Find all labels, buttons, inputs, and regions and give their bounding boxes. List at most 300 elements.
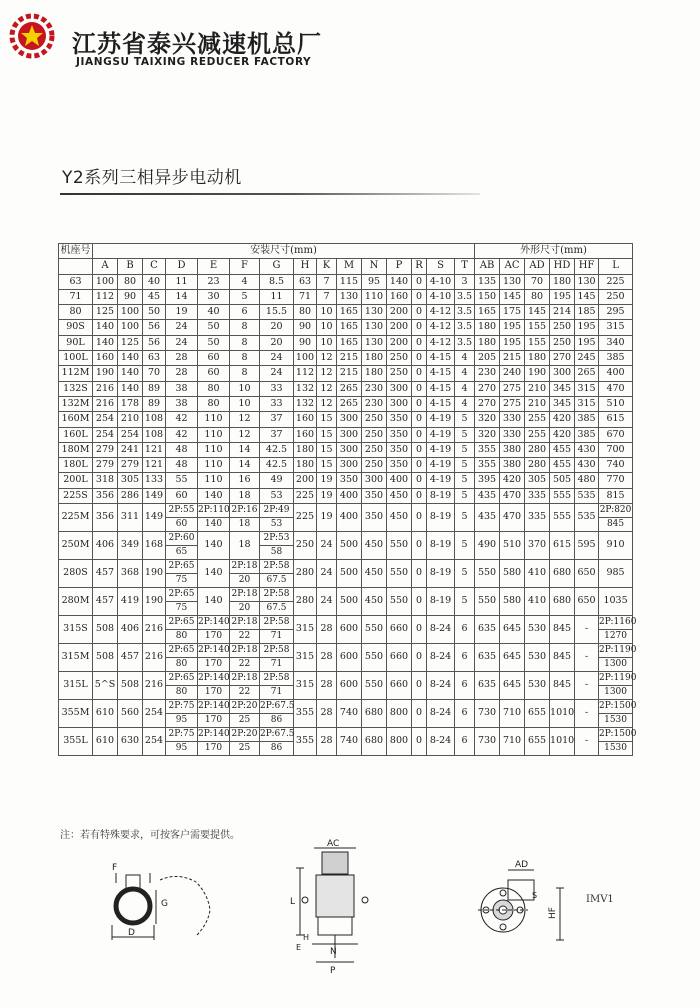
table-cell: 140 — [198, 588, 230, 616]
table-cell: 42 — [166, 412, 198, 427]
dimension-drawings — [0, 840, 700, 1007]
table-cell: 279 — [118, 458, 143, 473]
table-cell: 12 — [230, 412, 260, 427]
table-cell: 180 — [475, 335, 500, 350]
table-cell: 130 — [500, 274, 525, 289]
table-cell: 121 — [143, 458, 166, 473]
table-cell: 195 — [575, 320, 599, 335]
company-logo-icon — [10, 14, 54, 58]
table-cell: 6 — [230, 305, 260, 320]
table-cell: 28 — [166, 366, 198, 381]
table-cell: 710 — [500, 728, 525, 756]
table-cell: 2P:67.5 — [260, 728, 294, 742]
table-cell: 800 — [387, 728, 412, 756]
table-cell: 133 — [143, 473, 166, 488]
table-cell: 12 — [230, 427, 260, 442]
table-cell: 140 — [198, 488, 230, 503]
table-cell: 132 — [294, 381, 317, 396]
table-cell: 340 — [599, 335, 633, 350]
table-cell: 2P:1500 — [599, 700, 633, 714]
table-cell: 345 — [550, 381, 575, 396]
table-cell: 700 — [599, 442, 633, 457]
table-cell: 457 — [93, 588, 118, 616]
table-cell: 80 — [118, 274, 143, 289]
table-cell: 4-19 — [427, 427, 455, 442]
table-cell: 315 — [575, 381, 599, 396]
table-row — [59, 351, 633, 366]
table-cell: 145 — [575, 289, 599, 304]
table-cell: 28 — [317, 700, 337, 728]
table-cell: 2P:140 — [198, 616, 230, 630]
column-header-row — [59, 259, 633, 274]
table-cell: 30 — [198, 289, 230, 304]
table-cell: 355 — [294, 700, 317, 728]
outline-dimensions-header: 外形尺寸(mm) — [475, 244, 633, 259]
table-cell: 550 — [362, 672, 387, 700]
table-cell: 8 — [230, 366, 260, 381]
table-cell: 600 — [337, 644, 362, 672]
table-cell: 10 — [230, 396, 260, 411]
column-header: T — [455, 259, 475, 274]
table-cell: 180 — [294, 458, 317, 473]
table-cell: 180 — [475, 320, 500, 335]
table-cell: 180 — [525, 351, 550, 366]
table-cell: 370 — [525, 532, 550, 560]
label-g: G — [161, 899, 168, 909]
table-row — [59, 320, 633, 335]
table-cell: 320 — [475, 412, 500, 427]
table-cell: 160 — [93, 351, 118, 366]
table-cell: 80 — [166, 658, 198, 672]
table-cell: - — [575, 700, 599, 728]
table-cell: 195 — [575, 335, 599, 350]
table-cell: 10 — [317, 335, 337, 350]
table-row — [59, 412, 633, 427]
table-cell: 8-19 — [427, 560, 455, 588]
table-cell: 4-10 — [427, 289, 455, 304]
label-l: L — [290, 897, 296, 907]
table-cell: 2P:820 — [599, 504, 633, 518]
table-cell: 12 — [317, 381, 337, 396]
table-cell: 4 — [455, 381, 475, 396]
table-cell: 80 — [525, 289, 550, 304]
table-cell: 660 — [387, 616, 412, 644]
table-cell: 530 — [525, 644, 550, 672]
table-cell: 315L — [59, 672, 93, 700]
table-cell: 28 — [317, 644, 337, 672]
table-cell: 37 — [260, 412, 294, 427]
table-cell: 508 — [93, 616, 118, 644]
table-cell: 8 — [230, 320, 260, 335]
table-cell: 216 — [143, 616, 166, 644]
table-cell: 680 — [362, 700, 387, 728]
table-cell: 5 — [230, 289, 260, 304]
table-cell: 355M — [59, 700, 93, 728]
table-cell: 2P:110 — [198, 504, 230, 518]
table-cell: 200L — [59, 473, 93, 488]
table-row — [59, 488, 633, 503]
table-cell: 53 — [260, 518, 294, 532]
table-cell: 280M — [59, 588, 93, 616]
table-cell: 530 — [525, 672, 550, 700]
table-cell: 3.5 — [455, 320, 475, 335]
table-cell: 130 — [575, 274, 599, 289]
table-cell: 71 — [59, 289, 93, 304]
column-header: HD — [550, 259, 575, 274]
table-cell: 8-24 — [427, 644, 455, 672]
table-cell: 18 — [230, 488, 260, 503]
table-cell: 330 — [500, 427, 525, 442]
table-cell: 22 — [230, 686, 260, 700]
table-cell: 580 — [500, 560, 525, 588]
table-cell: 168 — [143, 532, 166, 560]
table-cell: 0 — [412, 588, 427, 616]
table-cell: 86 — [260, 714, 294, 728]
table-cell: 3.5 — [455, 335, 475, 350]
table-cell: 33 — [260, 381, 294, 396]
table-cell: 355 — [475, 442, 500, 457]
table-cell: 89 — [143, 396, 166, 411]
table-row — [59, 728, 633, 742]
table-cell: 20 — [260, 335, 294, 350]
table-cell: 4-10 — [427, 274, 455, 289]
table-cell: 230 — [362, 396, 387, 411]
table-cell: 100 — [118, 320, 143, 335]
table-cell: 24 — [260, 366, 294, 381]
table-row — [59, 335, 633, 350]
table-cell: 8-19 — [427, 532, 455, 560]
table-cell: 100 — [294, 351, 317, 366]
table-cell: 305 — [118, 473, 143, 488]
table-cell: 280 — [525, 458, 550, 473]
table-cell: 1300 — [599, 686, 633, 700]
table-cell: 63 — [294, 274, 317, 289]
table-cell: 71 — [260, 630, 294, 644]
table-cell: 255 — [525, 427, 550, 442]
table-cell: 205 — [475, 351, 500, 366]
table-cell: 5 — [455, 504, 475, 532]
table-cell: 280 — [294, 560, 317, 588]
table-body — [59, 274, 637, 755]
table-cell: 71 — [294, 289, 317, 304]
table-cell: 5 — [455, 560, 475, 588]
table-cell: 2P:49 — [260, 504, 294, 518]
table-cell: 33 — [260, 396, 294, 411]
table-cell: 170 — [198, 658, 230, 672]
table-cell: 90 — [294, 320, 317, 335]
table-row — [59, 588, 633, 602]
table-cell: 3.5 — [455, 289, 475, 304]
table-cell: 155 — [525, 335, 550, 350]
table-cell: 149 — [143, 504, 166, 532]
table-cell: 28 — [166, 351, 198, 366]
table-row — [59, 274, 633, 289]
table-cell: 5 — [455, 532, 475, 560]
table-cell: 216 — [93, 381, 118, 396]
table-cell: 280 — [525, 442, 550, 457]
table-cell: 178 — [118, 396, 143, 411]
table-cell: 505 — [550, 473, 575, 488]
table-cell: 450 — [387, 504, 412, 532]
table-cell: 350 — [387, 427, 412, 442]
table-cell: 210 — [118, 412, 143, 427]
table-cell: 400 — [599, 366, 633, 381]
table-cell: 200 — [387, 305, 412, 320]
table-cell: 2P:58 — [260, 644, 294, 658]
table-cell: 7 — [317, 274, 337, 289]
table-cell: 25 — [230, 714, 260, 728]
table-row — [59, 504, 633, 518]
table-cell: 145 — [500, 289, 525, 304]
table-cell: 37 — [260, 427, 294, 442]
table-cell: 165 — [337, 320, 362, 335]
table-cell: 0 — [412, 305, 427, 320]
column-header: L — [599, 259, 633, 274]
table-cell: 0 — [412, 644, 427, 672]
table-cell: 121 — [143, 442, 166, 457]
label-e: E — [296, 943, 302, 952]
table-cell: 24 — [317, 588, 337, 616]
column-header: AD — [525, 259, 550, 274]
table-cell: 8 — [230, 335, 260, 350]
table-cell: 190 — [143, 588, 166, 616]
table-cell: 1035 — [599, 588, 633, 616]
table-cell: 730 — [475, 700, 500, 728]
table-cell: 195 — [500, 320, 525, 335]
table-cell: 270 — [550, 351, 575, 366]
label-p: P — [330, 966, 336, 976]
table-cell: 0 — [412, 473, 427, 488]
table-cell: 510 — [599, 396, 633, 411]
table-cell: 275 — [500, 381, 525, 396]
column-header: S — [427, 259, 455, 274]
table-cell: 2P:65 — [166, 560, 198, 574]
table-cell: 510 — [500, 532, 525, 560]
table-cell: 550 — [475, 560, 500, 588]
table-cell: 508 — [93, 644, 118, 672]
table-cell: 110 — [198, 442, 230, 457]
table-cell: 250 — [362, 442, 387, 457]
table-row — [59, 644, 633, 658]
table-cell: 0 — [412, 504, 427, 532]
table-cell: 20 — [260, 320, 294, 335]
table-cell: 300 — [337, 412, 362, 427]
table-cell: 67.5 — [260, 574, 294, 588]
column-header: K — [317, 259, 337, 274]
table-cell: 195 — [550, 289, 575, 304]
table-cell: 5 — [455, 473, 475, 488]
table-cell: 24 — [260, 351, 294, 366]
table-cell: 42 — [166, 427, 198, 442]
table-cell: 355 — [475, 458, 500, 473]
table-cell: 0 — [412, 458, 427, 473]
table-cell: 42.5 — [260, 458, 294, 473]
table-cell: 2P:67.5 — [260, 700, 294, 714]
motor-fan-cover-icon — [322, 852, 348, 874]
column-header: HF — [575, 259, 599, 274]
table-cell: 1300 — [599, 658, 633, 672]
table-cell: 670 — [599, 427, 633, 442]
table-cell: 385 — [575, 412, 599, 427]
table-cell: 12 — [317, 366, 337, 381]
table-cell: 435 — [475, 488, 500, 503]
table-cell: 15 — [317, 442, 337, 457]
table-cell: 214 — [550, 305, 575, 320]
table-cell: 2P:18 — [230, 616, 260, 630]
table-cell: 500 — [337, 588, 362, 616]
table-cell: 385 — [575, 427, 599, 442]
table-cell: 140 — [198, 532, 230, 560]
table-cell: 2P:1190 — [599, 644, 633, 658]
table-cell: 200 — [387, 320, 412, 335]
table-cell: 80 — [166, 630, 198, 644]
table-cell: 56 — [143, 320, 166, 335]
table-cell: 250 — [387, 351, 412, 366]
label-f: F — [112, 863, 118, 873]
table-cell: 140 — [387, 274, 412, 289]
table-cell: 610 — [93, 728, 118, 756]
table-cell: 400 — [387, 473, 412, 488]
table-cell: 406 — [93, 532, 118, 560]
table-cell: 410 — [525, 588, 550, 616]
table-cell: 550 — [362, 644, 387, 672]
table-cell: 22 — [230, 658, 260, 672]
table-cell: 350 — [337, 473, 362, 488]
table-cell: 350 — [362, 504, 387, 532]
table-cell: 0 — [412, 396, 427, 411]
table-cell: 250M — [59, 532, 93, 560]
table-cell: 112 — [93, 289, 118, 304]
table-cell: 6 — [455, 700, 475, 728]
label-h: H — [303, 933, 310, 942]
table-row — [59, 396, 633, 411]
motor-flange-icon — [318, 917, 352, 935]
table-cell: 254 — [143, 700, 166, 728]
table-cell: 19 — [317, 504, 337, 532]
table-cell: 610 — [93, 700, 118, 728]
table-cell: 550 — [475, 588, 500, 616]
table-cell: 230 — [475, 366, 500, 381]
table-cell: 95 — [362, 274, 387, 289]
table-cell: 216 — [143, 672, 166, 700]
table-cell: 160L — [59, 427, 93, 442]
table-cell: 0 — [412, 488, 427, 503]
table-cell: 490 — [475, 532, 500, 560]
table-cell: 0 — [412, 728, 427, 756]
table-cell: 300 — [387, 396, 412, 411]
table-cell: 8-24 — [427, 616, 455, 644]
table-cell: 508 — [118, 672, 143, 700]
table-cell: 95 — [166, 714, 198, 728]
table-cell: 180 — [294, 442, 317, 457]
table-cell: 225 — [599, 274, 633, 289]
table-cell: 15 — [317, 458, 337, 473]
table-cell: 20 — [230, 602, 260, 616]
table-row — [59, 442, 633, 457]
motor-end-drawing — [478, 870, 564, 940]
table-cell: 5 — [455, 588, 475, 616]
table-cell: 455 — [550, 458, 575, 473]
table-cell: 635 — [475, 672, 500, 700]
table-cell: 63 — [59, 274, 93, 289]
table-cell: 95 — [166, 742, 198, 756]
table-cell: 419 — [118, 588, 143, 616]
table-cell: 279 — [93, 458, 118, 473]
table-cell: 500 — [337, 560, 362, 588]
table-row — [59, 458, 633, 473]
label-n: N — [330, 947, 337, 957]
table-cell: 270 — [475, 396, 500, 411]
table-cell: 132 — [294, 396, 317, 411]
table-cell: 550 — [387, 560, 412, 588]
table-cell: 53 — [260, 488, 294, 503]
table-cell: 160 — [294, 412, 317, 427]
table-cell: 250 — [550, 335, 575, 350]
table-cell: 190 — [143, 560, 166, 588]
table-cell: 55 — [166, 473, 198, 488]
table-cell: 10 — [317, 305, 337, 320]
table-cell: 140 — [118, 351, 143, 366]
table-cell: 355 — [294, 728, 317, 756]
table-cell: 2P:20 — [230, 728, 260, 742]
table-cell: 500 — [337, 532, 362, 560]
table-cell: 180 — [550, 274, 575, 289]
table-cell: 265 — [337, 396, 362, 411]
table-cell: 254 — [93, 412, 118, 427]
table-cell: 400 — [337, 504, 362, 532]
table-cell: 4 — [455, 396, 475, 411]
column-header: B — [118, 259, 143, 274]
label-d: D — [128, 928, 135, 938]
table-cell: 49 — [260, 473, 294, 488]
table-cell: 300 — [550, 366, 575, 381]
table-cell: 80 — [198, 396, 230, 411]
table-cell: 350 — [362, 488, 387, 503]
table-cell: 286 — [118, 488, 143, 503]
table-cell: 80 — [166, 686, 198, 700]
table-cell: 420 — [500, 473, 525, 488]
table-cell: 4 — [455, 366, 475, 381]
table-cell: 50 — [143, 305, 166, 320]
table-cell: 125 — [118, 335, 143, 350]
table-cell: 3.5 — [455, 305, 475, 320]
table-cell: 2P:60 — [166, 532, 198, 546]
table-cell: 180 — [362, 366, 387, 381]
table-cell: 2P:140 — [198, 728, 230, 742]
company-name-cn: 江苏省泰兴减速机总厂 — [72, 30, 322, 58]
table-cell: 4-15 — [427, 351, 455, 366]
table-cell: 430 — [575, 442, 599, 457]
table-cell: 215 — [500, 351, 525, 366]
table-cell: 45 — [143, 289, 166, 304]
column-header: E — [198, 259, 230, 274]
column-header: C — [143, 259, 166, 274]
table-cell: 2P:1500 — [599, 728, 633, 742]
table-cell: 23 — [198, 274, 230, 289]
table-cell: 845 — [599, 518, 633, 532]
table-cell: 8 — [230, 351, 260, 366]
table-cell: 4-15 — [427, 396, 455, 411]
table-cell: 535 — [575, 488, 599, 503]
table-cell: 135 — [475, 274, 500, 289]
table-cell: 6 — [455, 644, 475, 672]
table-cell: 71 — [260, 658, 294, 672]
table-cell: 8-24 — [427, 728, 455, 756]
table-cell: 185 — [575, 305, 599, 320]
table-cell: 140 — [93, 320, 118, 335]
table-row — [59, 366, 633, 381]
table-cell: 315M — [59, 644, 93, 672]
